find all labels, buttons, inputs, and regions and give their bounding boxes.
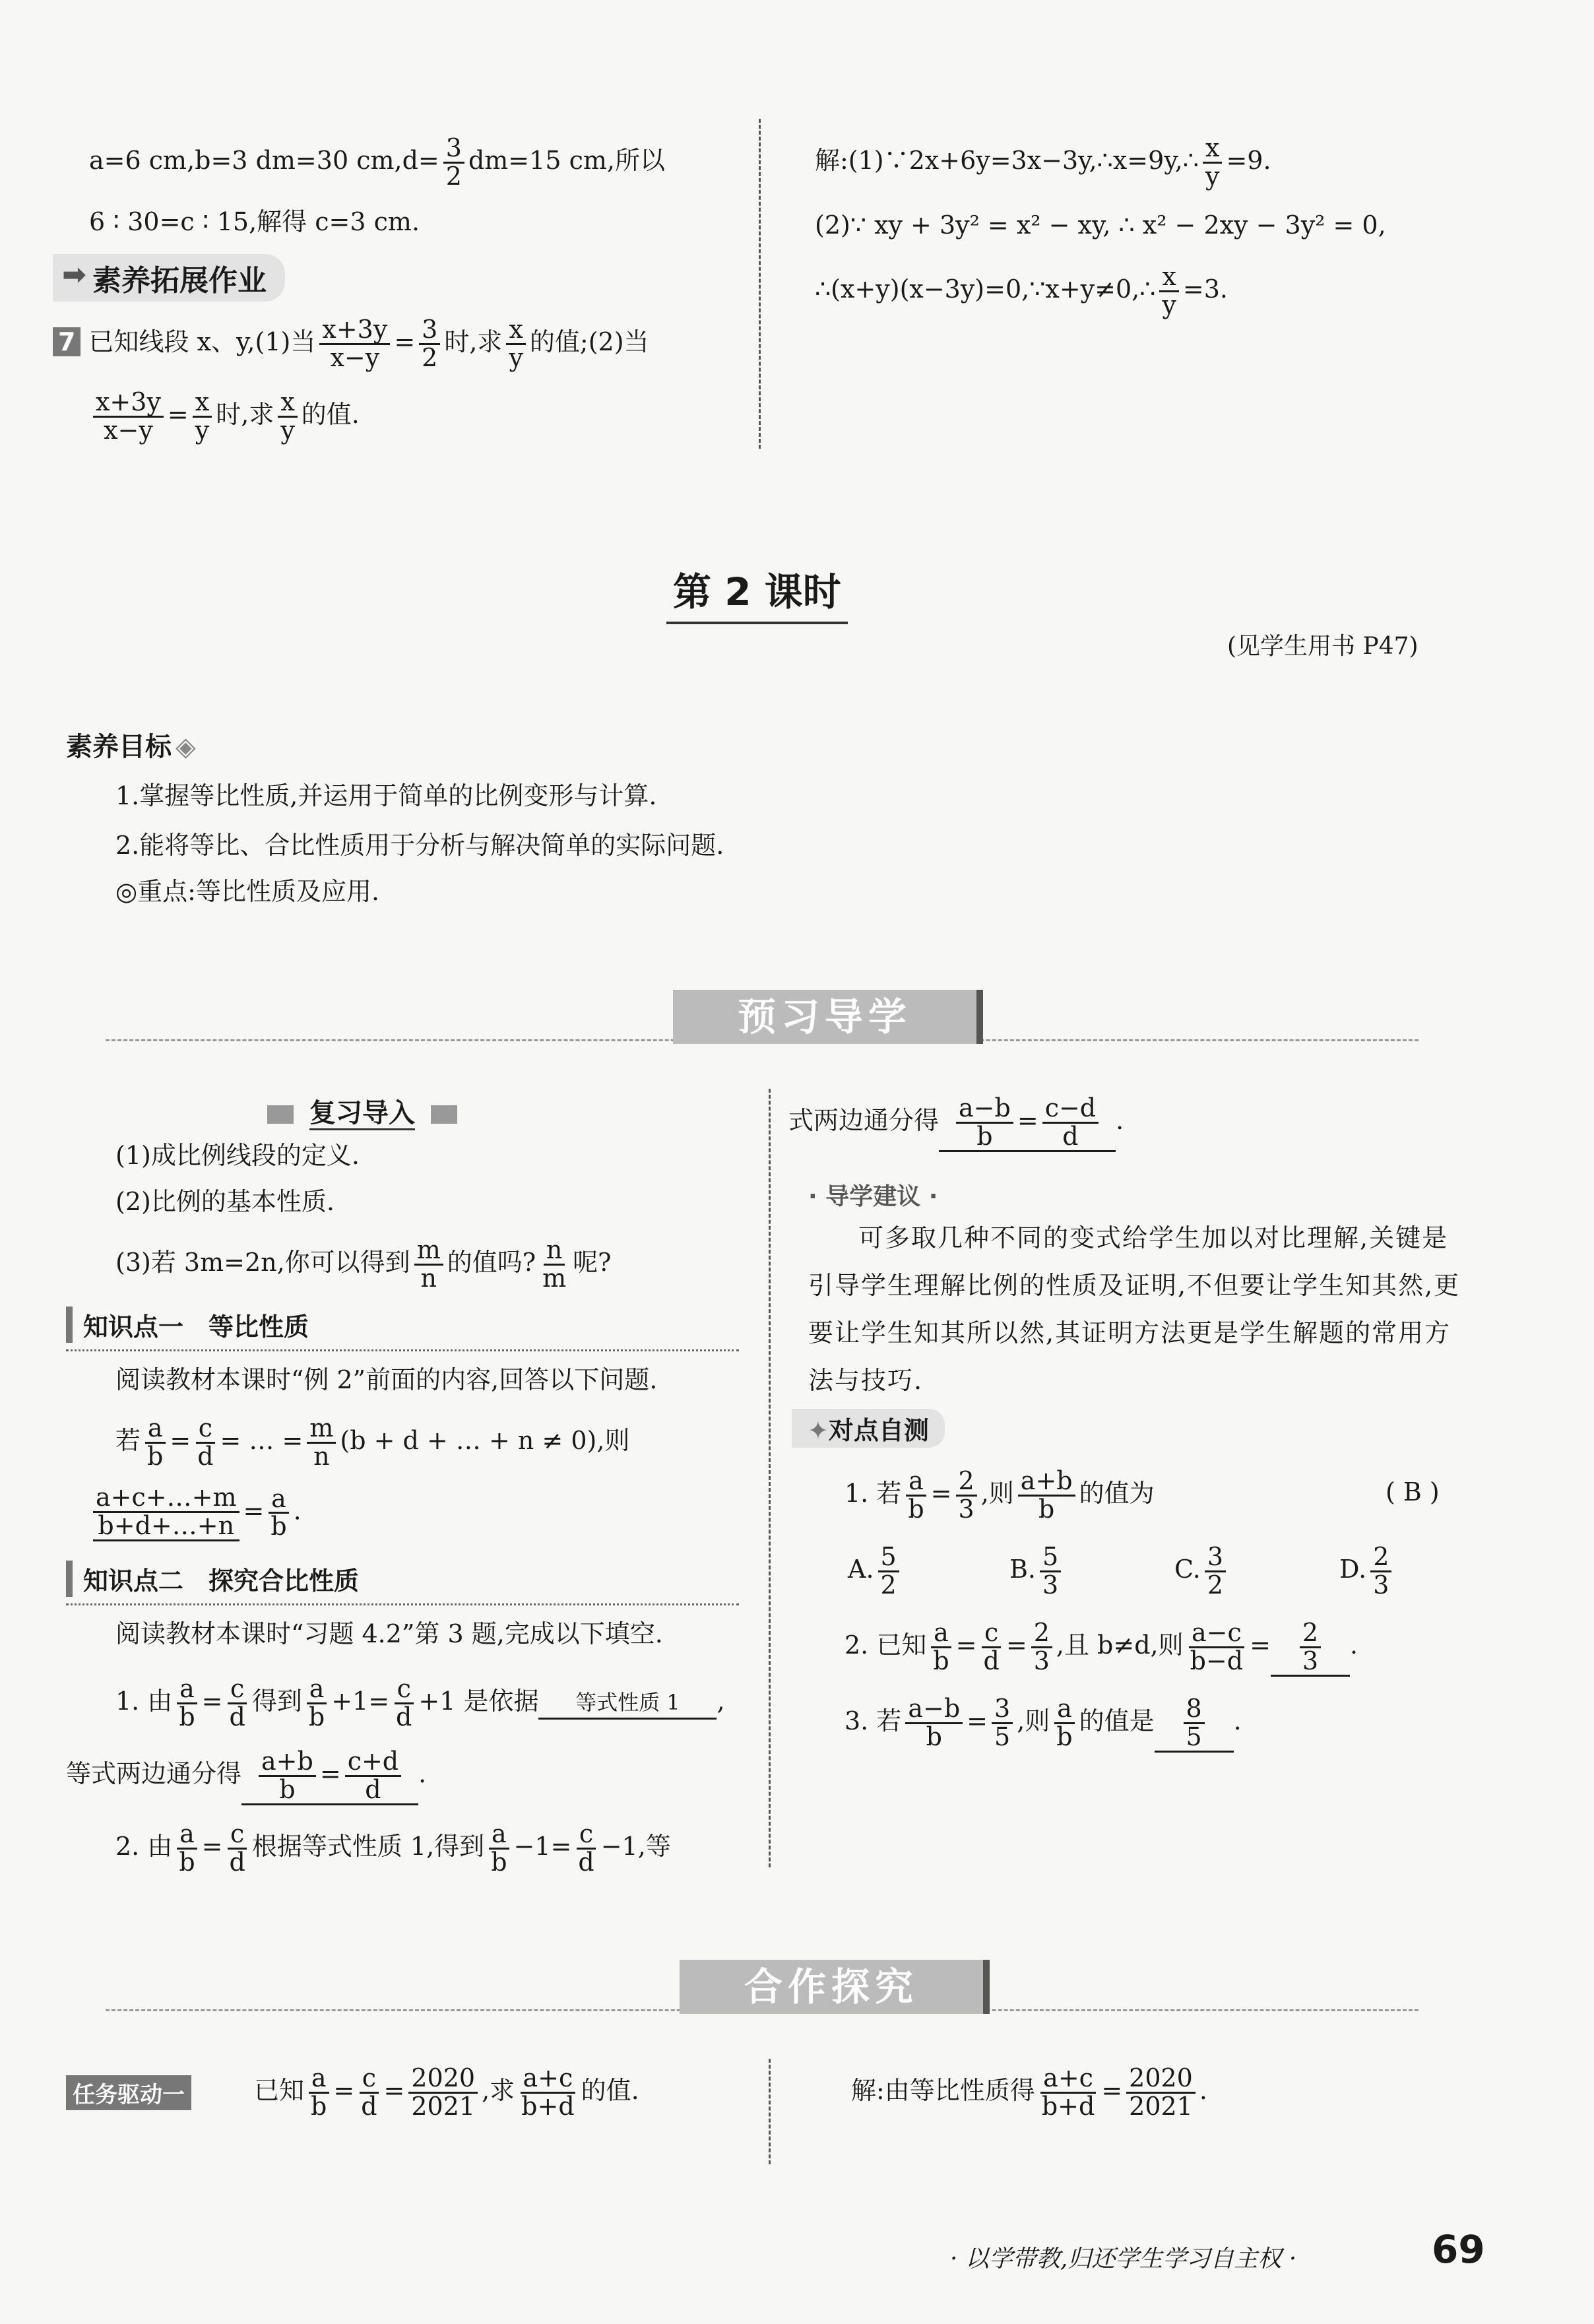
continued-line: 式两边通分得 $\frac{a-b}{b}$ = $\frac{c-d}{d}$ . bbox=[788, 1093, 1124, 1151]
page-number: 69 bbox=[1432, 2227, 1485, 2272]
question-7: 7 已知线段 x、y,(1)当 $\frac{x+3y}{x-y}$ = $\frac{3}{2}$ 时,求 $\frac{x}{y}$ 的值;(2)当 bbox=[53, 317, 649, 371]
task-solution: 解:由等比性质得 $\frac{a+c}{b+d}$ = $\frac{2020}{2021}$ . bbox=[851, 2063, 1207, 2121]
answer-blank: $\frac{8}{5}$ bbox=[1155, 1696, 1234, 1753]
footer-slogan: · 以学带教,归还学生学习自主权 · bbox=[950, 2245, 1297, 2273]
divider-line bbox=[66, 1349, 739, 1351]
review-item: (1)成比例线段的定义. bbox=[115, 1141, 360, 1170]
section-banner-preview: 预习导学 bbox=[673, 990, 983, 1044]
question-7-part2: $\frac{x+3y}{x-y}$ = $\frac{x}{y}$ 时,求 $\frac{x}{y}$ 的值. bbox=[89, 389, 360, 444]
section-title: ➡ 素养拓展作业 bbox=[53, 254, 285, 302]
question-number: 7 bbox=[53, 327, 80, 356]
property-line: 若 $\frac{a}{b}$ = $\frac{c}{d}$ = … = $\frac{m}{n}$ (b + d + … + n ≠ 0),则 bbox=[115, 1413, 630, 1471]
solution-line: ∴(x+y)(x−3y)=0,∵x+y≠0,∴ $\frac{x}{y}$ =3. bbox=[815, 262, 1228, 319]
option-a: A. $\frac{5}{2}$ bbox=[848, 1544, 903, 1599]
task-tag: 任务驱动一 bbox=[66, 2075, 191, 2110]
guide-text: 可多取几种不同的变式给学生加以对比理解,关键是引导学生理解比例的性质及证明,不但要让学生知其然,更要让学生知其所以然,其证明方法更是学生解题的常用方法与技巧. bbox=[808, 1223, 1461, 1395]
answer-blank: $\frac{a+b}{b}$ = $\frac{c+d}{d}$ bbox=[241, 1749, 418, 1805]
reference: (见学生用书 P47) bbox=[1227, 633, 1419, 660]
option-b: B. $\frac{5}{3}$ bbox=[1009, 1544, 1065, 1599]
text-line: a=6 cm,b=3 dm=30 cm,d= $\frac{3}{2}$ dm=15 cm,所以 bbox=[89, 133, 665, 191]
column-divider bbox=[759, 119, 761, 449]
option-c: C. $\frac{3}{2}$ bbox=[1174, 1544, 1230, 1599]
divider-line bbox=[66, 1603, 739, 1605]
self-test-q3: 3. 若 $\frac{a-b}{b}$ = $\frac{3}{5}$ ,则 $\frac{a}{b}$ 的值是 $\frac{8}{5}$ . bbox=[845, 1694, 1242, 1751]
review-item: (2)比例的基本性质. bbox=[115, 1187, 335, 1216]
diamond-icon: ✦ bbox=[808, 1416, 829, 1445]
self-test-q2: 2. 已知 $\frac{a}{b}$ = $\frac{c}{d}$ = $\frac{2}{3}$ ,且 b≠d,则 $\frac{a-c}{b-d}$ = $\frac{2}{3}$ . bbox=[845, 1618, 1358, 1675]
answer-blank: 等式性质 1 bbox=[538, 1688, 717, 1720]
review-item: (3)若 3m=2n,你可以得到 $\frac{m}{n}$ 的值吗? $\frac{n}{m}$ 呢? bbox=[115, 1235, 612, 1293]
task-question: 已知 $\frac{a}{b}$ = $\frac{c}{d}$ = $\frac{2020}{2021}$ ,求 $\frac{a+c}{b+d}$ 的值. bbox=[254, 2063, 639, 2121]
guide-title: · 导学建议 · bbox=[808, 1183, 938, 1210]
solution-line: 解:(1)∵2x+6y=3x−3y,∴x=9y,∴ $\frac{x}{y}$ =9. bbox=[815, 133, 1271, 191]
q1-answer: ( B ) bbox=[1386, 1477, 1440, 1506]
section-banner-cooperate: 合作探究 bbox=[680, 1960, 990, 2014]
review-title: 复习导入 bbox=[267, 1092, 457, 1130]
property-answer: $\frac{a+c+\dots+m}{b+d+\dots+n}$ = $\frac{a}{b}$ . bbox=[89, 1485, 302, 1541]
option-d: D. $\frac{2}{3}$ bbox=[1339, 1544, 1395, 1599]
fill-in-2: 2. 由 $\frac{a}{b}$ = $\frac{c}{d}$ 根据等式性质 1,得到 $\frac{a}{b}$ −1= $\frac{c}{d}$ −1,等 bbox=[115, 1819, 671, 1877]
fill-in-1-cont: 等式两边通分得 $\frac{a+b}{b}$ = $\frac{c+d}{d}$ . bbox=[66, 1747, 427, 1804]
diamond-icon: ◈ bbox=[175, 732, 196, 762]
instruction: 阅读教材本课时“习题 4.2”第 3 题,完成以下填空. bbox=[115, 1619, 663, 1648]
knowledge-point-1: 知识点一 等比性质 bbox=[66, 1307, 309, 1343]
goal-item: 1.掌握等比性质,并运用于简单的比例变形与计算. bbox=[115, 781, 657, 810]
lesson-title: 第 2 课时 bbox=[666, 561, 848, 624]
knowledge-point-2: 知识点二 探究合比性质 bbox=[66, 1561, 359, 1597]
self-test-q1: 1. 若 $\frac{a}{b}$ = $\frac{2}{3}$ ,则 $\frac{a+b}{b}$ 的值为 bbox=[845, 1466, 1155, 1524]
solution-line: (2)∵ xy + 3y² = x² − xy, ∴ x² − 2xy − 3y² = 0, bbox=[815, 210, 1386, 240]
goals-title: 素养目标 ◈ bbox=[66, 732, 196, 762]
self-test-title: ✦对点自测 bbox=[792, 1409, 945, 1448]
column-divider bbox=[769, 2059, 771, 2164]
instruction: 阅读教材本课时“例 2”前面的内容,回答以下问题. bbox=[115, 1365, 658, 1394]
key-point: ◎重点:等比性质及应用. bbox=[115, 877, 380, 906]
goal-item: 2.能将等比、合比性质用于分析与解决简单的实际问题. bbox=[115, 831, 724, 860]
arrow-icon: ➡ bbox=[62, 258, 86, 292]
answer-blank: $\frac{2}{3}$ bbox=[1271, 1620, 1350, 1677]
text-line: 6 ∶ 30=c ∶ 15,解得 c=3 cm. bbox=[89, 207, 420, 236]
fill-in-1: 1. 由 $\frac{a}{b}$ = $\frac{c}{d}$ 得到 $\frac{a}{b}$ +1= $\frac{c}{d}$ +1 是依据 等式性质 1 , bbox=[115, 1674, 725, 1731]
answer-blank: $\frac{a-b}{b}$ = $\frac{c-d}{d}$ bbox=[939, 1095, 1116, 1152]
column-divider bbox=[769, 1089, 771, 1867]
